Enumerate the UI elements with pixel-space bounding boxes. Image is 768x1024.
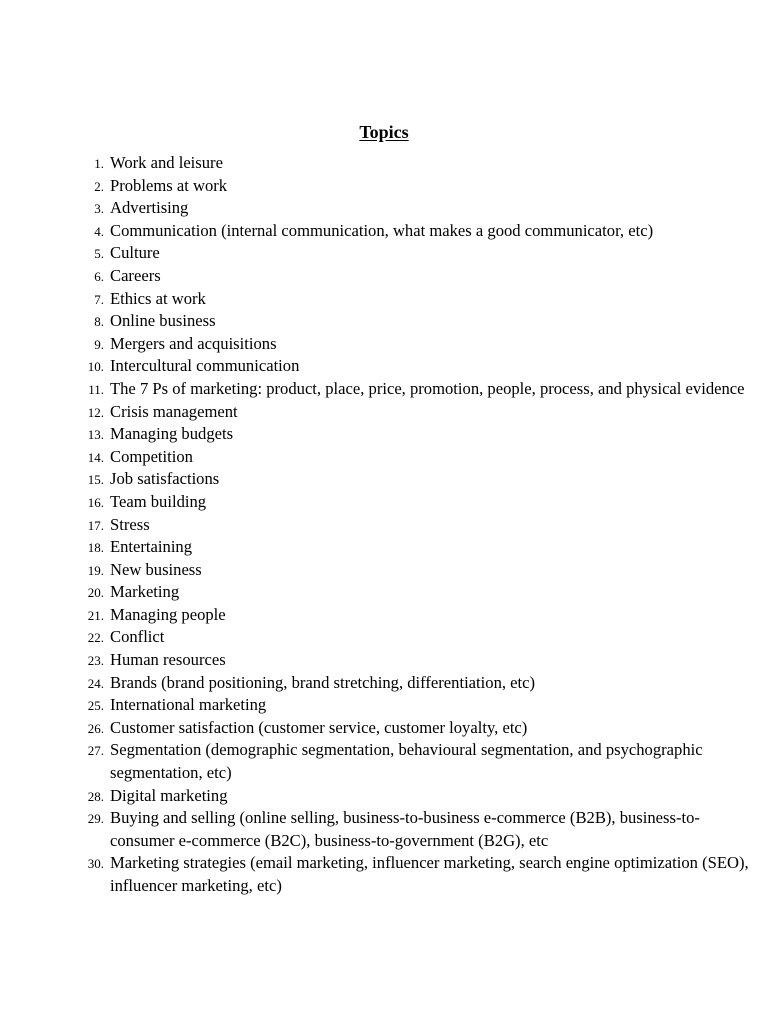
topic-text: Problems at work bbox=[110, 175, 228, 195]
document-title-text: Topics bbox=[359, 122, 409, 142]
topic-number: 2. bbox=[94, 178, 104, 194]
topic-number: 4. bbox=[94, 223, 104, 239]
list-item bbox=[0, 581, 768, 604]
document-title bbox=[0, 121, 768, 143]
list-item bbox=[0, 694, 768, 717]
list-item bbox=[0, 559, 768, 582]
list-item bbox=[0, 649, 768, 672]
topic-number: 5. bbox=[94, 246, 104, 262]
list-item bbox=[0, 423, 768, 446]
topic-number: 30. bbox=[87, 856, 104, 872]
list-item bbox=[0, 220, 768, 243]
topic-text: Mergers and acquisitions bbox=[110, 333, 277, 353]
topic-text: Buying and selling (online selling, business-to-business e-commerce (B2B), business-to-consumer e-commerce (B2C), business-to-government (B2G), etc bbox=[110, 808, 700, 850]
list-item bbox=[0, 197, 768, 220]
topic-text: Competition bbox=[110, 446, 193, 466]
topic-number: 9. bbox=[94, 336, 104, 352]
topic-text: Brands (brand positioning, brand stretching, differentiation, etc) bbox=[110, 672, 536, 692]
topic-number: 17. bbox=[87, 517, 104, 533]
topic-number: 21. bbox=[87, 607, 104, 623]
topic-text: Marketing strategies (email marketing, influencer marketing, search engine optimization (SEO), influencer marketing, etc) bbox=[110, 853, 749, 895]
list-item bbox=[0, 310, 768, 333]
list-item bbox=[0, 672, 768, 695]
topic-text: Communication (internal communication, what makes a good communicator, etc) bbox=[110, 220, 654, 240]
topic-text: Intercultural communication bbox=[110, 356, 300, 376]
topic-text: Work and leisure bbox=[110, 153, 223, 172]
topic-text: New business bbox=[110, 559, 202, 579]
topic-text: Careers bbox=[110, 265, 161, 285]
topic-text: Job satisfactions bbox=[110, 469, 220, 489]
list-item bbox=[0, 288, 768, 311]
list-item bbox=[0, 378, 768, 401]
list-item bbox=[0, 626, 768, 649]
list-item bbox=[0, 807, 768, 852]
list-item bbox=[0, 739, 768, 784]
topic-number: 22. bbox=[87, 630, 104, 646]
topic-text: Marketing bbox=[110, 582, 180, 602]
topic-text: Entertaining bbox=[110, 537, 193, 557]
list-item bbox=[0, 152, 768, 175]
topic-number: 12. bbox=[87, 404, 104, 420]
topic-text: The 7 Ps of marketing: product, place, price, promotion, people, process, and physical evidence bbox=[110, 378, 745, 398]
list-item bbox=[0, 333, 768, 356]
topic-text: Customer satisfaction (customer service, customer loyalty, etc) bbox=[110, 717, 528, 737]
topic-text: Crisis management bbox=[110, 401, 238, 421]
topic-number: 29. bbox=[87, 811, 104, 827]
topic-text: Human resources bbox=[110, 650, 226, 670]
topic-text: Managing people bbox=[110, 604, 226, 624]
list-item bbox=[0, 785, 768, 808]
topic-text: Ethics at work bbox=[110, 288, 206, 308]
topic-number: 7. bbox=[94, 291, 104, 307]
topic-text: Team building bbox=[110, 491, 207, 511]
list-item bbox=[0, 852, 768, 897]
list-item bbox=[0, 536, 768, 559]
topic-number: 23. bbox=[87, 653, 104, 669]
list-item bbox=[0, 604, 768, 627]
topic-number: 8. bbox=[94, 314, 104, 330]
topic-text: Advertising bbox=[110, 198, 189, 218]
topic-number: 25. bbox=[87, 698, 104, 714]
topic-number: 20. bbox=[87, 585, 104, 601]
topic-number: 1. bbox=[94, 156, 104, 171]
list-item bbox=[0, 514, 768, 537]
topic-text: International marketing bbox=[110, 695, 267, 715]
topic-number: 13. bbox=[87, 427, 104, 443]
list-item bbox=[0, 401, 768, 424]
topic-number: 16. bbox=[87, 494, 104, 510]
topic-text: Culture bbox=[110, 243, 160, 263]
topic-number: 6. bbox=[94, 268, 104, 284]
list-item bbox=[0, 175, 768, 198]
topic-number: 28. bbox=[87, 788, 104, 804]
topic-number: 3. bbox=[94, 201, 104, 217]
topic-number: 11. bbox=[88, 381, 104, 397]
topic-number: 26. bbox=[87, 720, 104, 736]
topic-number: 24. bbox=[87, 675, 104, 691]
topic-list bbox=[0, 152, 768, 898]
topic-text: Online business bbox=[110, 311, 216, 331]
topic-number: 19. bbox=[87, 562, 104, 578]
list-item bbox=[0, 355, 768, 378]
list-item bbox=[0, 717, 768, 740]
topic-text: Digital marketing bbox=[110, 785, 228, 805]
topic-number: 14. bbox=[87, 449, 104, 465]
list-item bbox=[0, 446, 768, 469]
topic-number: 27. bbox=[87, 743, 104, 759]
list-item bbox=[0, 242, 768, 265]
list-item bbox=[0, 491, 768, 514]
topic-text: Stress bbox=[110, 514, 150, 534]
list-item bbox=[0, 265, 768, 288]
topic-text: Managing budgets bbox=[110, 424, 234, 444]
topic-text: Segmentation (demographic segmentation, behavioural segmentation, and psychographic segmentation, etc) bbox=[110, 740, 703, 783]
list-item bbox=[0, 468, 768, 491]
topic-number: 15. bbox=[87, 472, 104, 488]
topic-number: 10. bbox=[87, 359, 104, 375]
topic-text: Conflict bbox=[110, 627, 165, 647]
topic-number: 18. bbox=[87, 540, 104, 556]
